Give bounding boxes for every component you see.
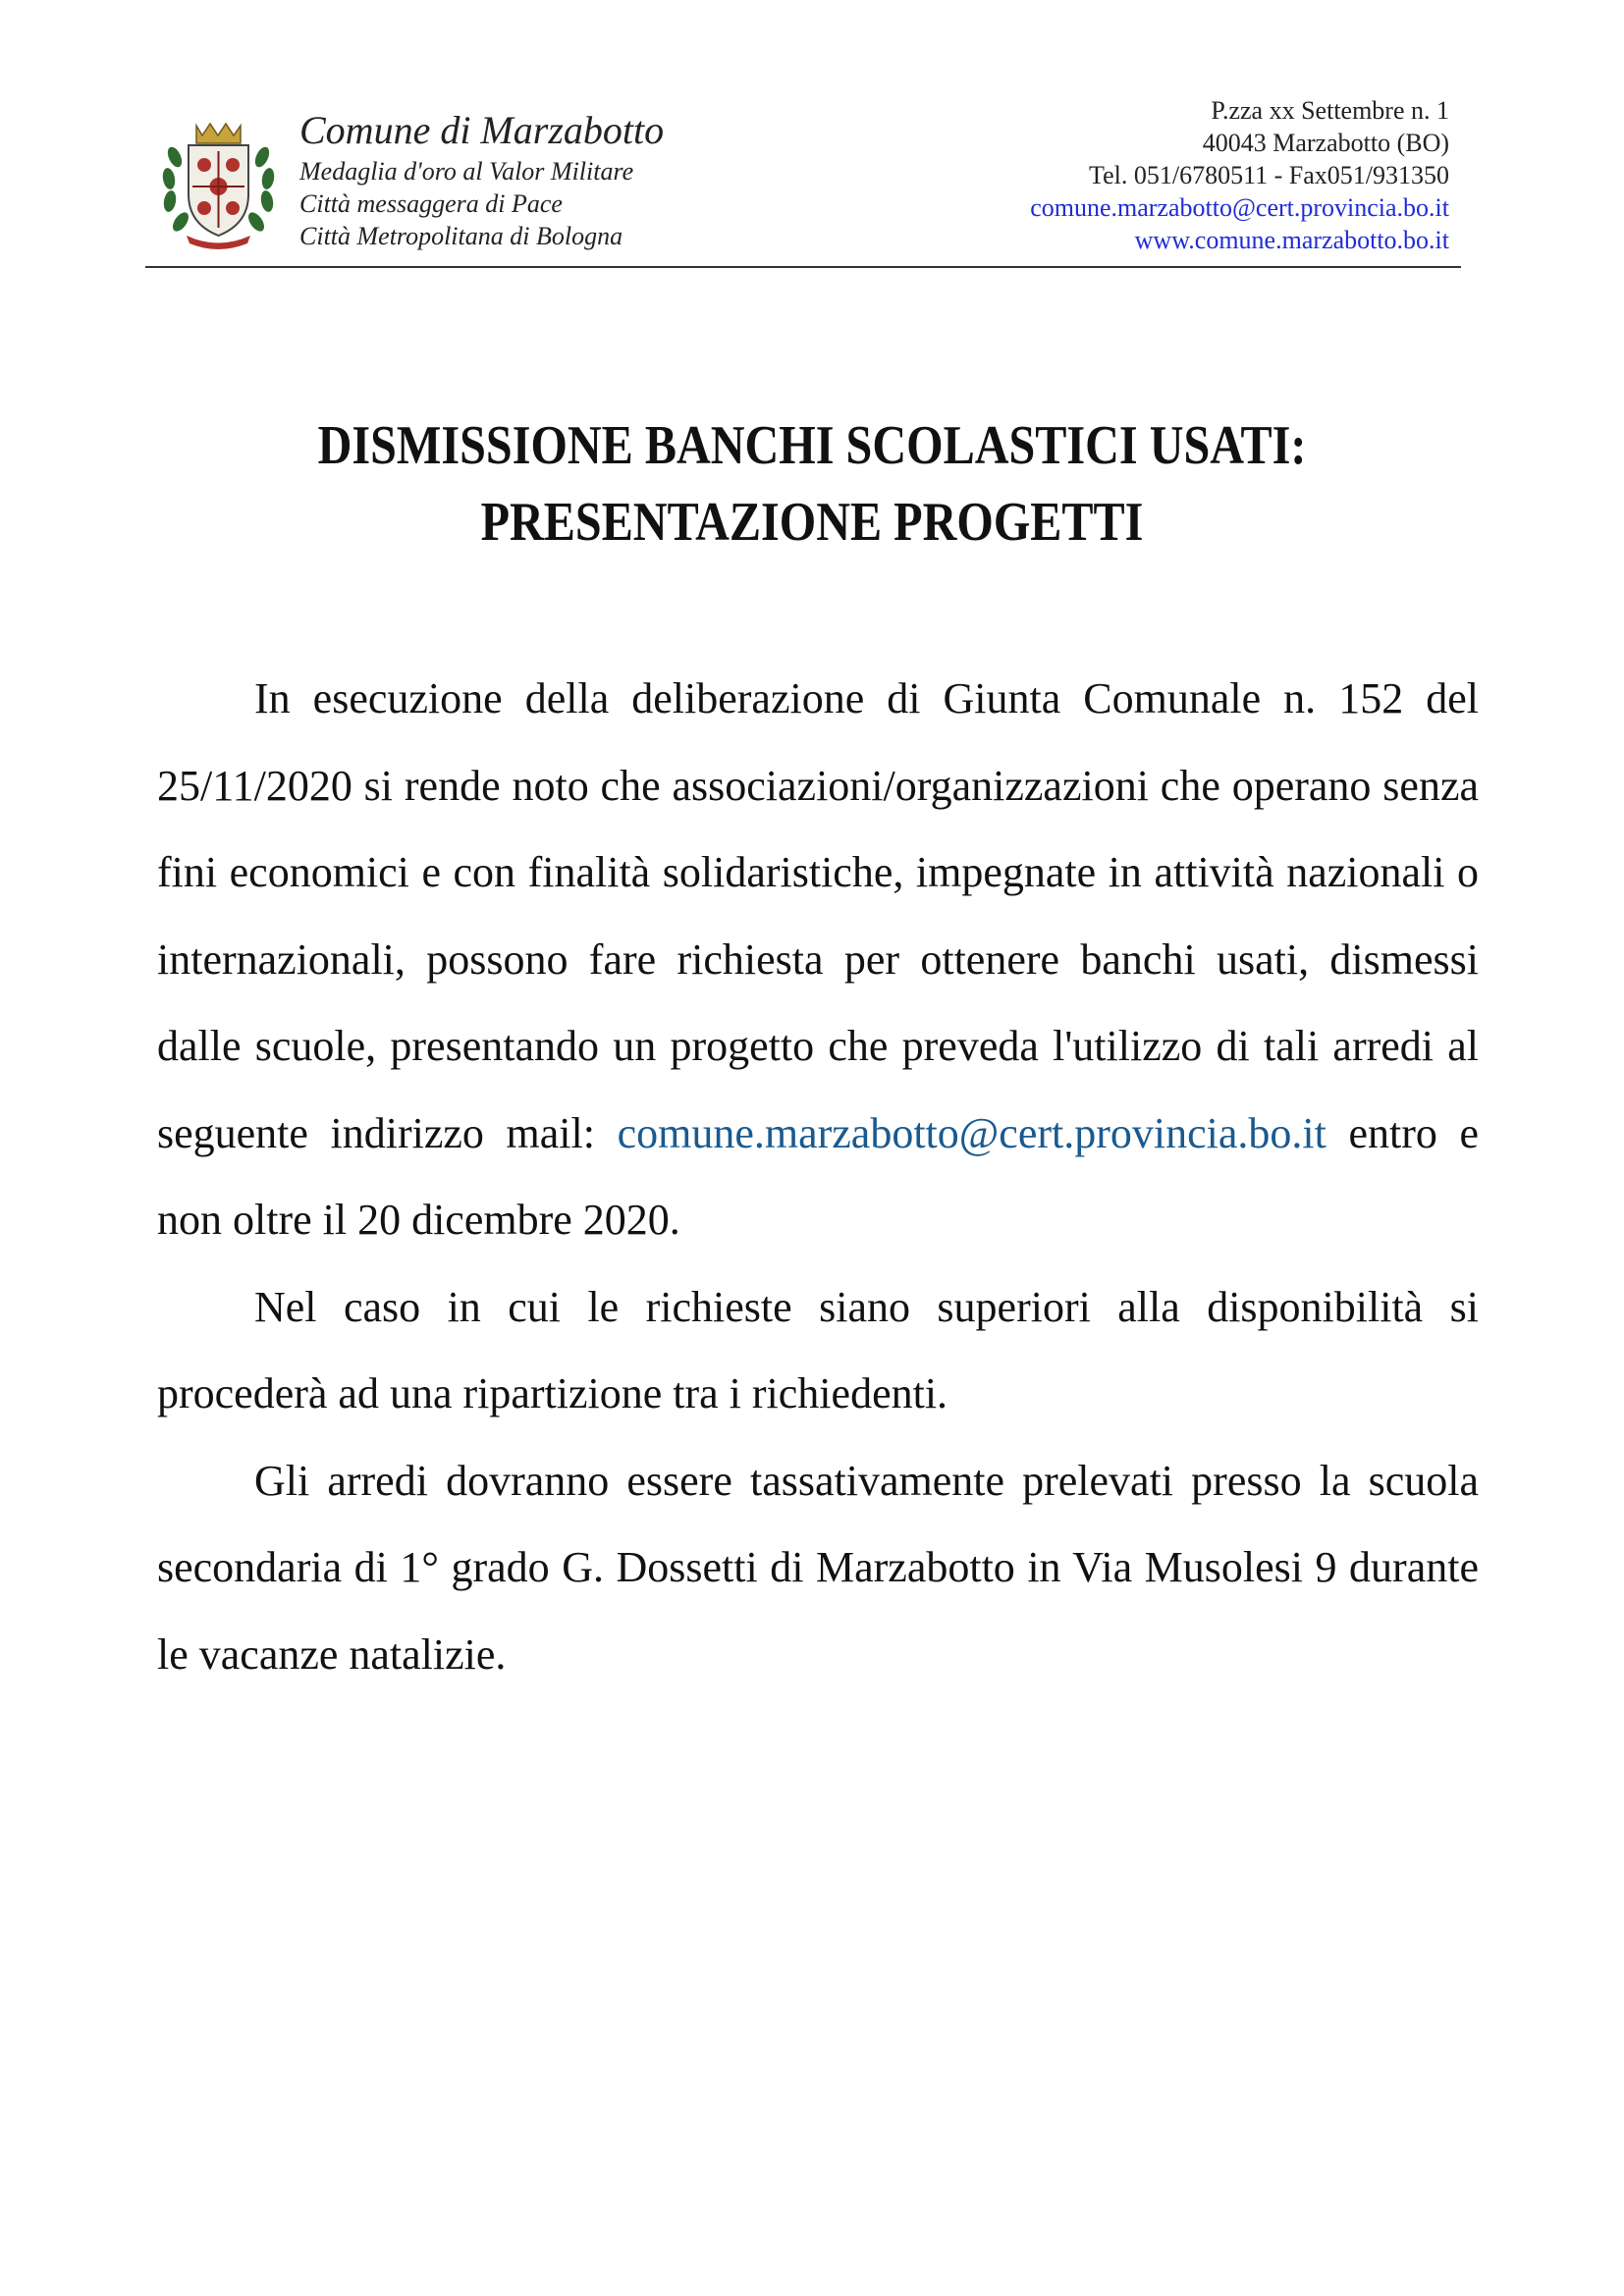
paragraph-pickup: Gli arredi dovranno essere tassativamente prelevati presso la scuola secondaria di 1° grado G. Dossetti di Marzabotto in Via Musolesi 9 durante le vacanze natalizie. xyxy=(157,1456,1479,1679)
municipal-crest-icon xyxy=(157,118,280,255)
paragraph-allocation: Nel caso in cui le richieste siano superiori alla disponibilità si procederà ad una ripartizione tra i richiedenti. xyxy=(157,1282,1479,1417)
contact-block xyxy=(860,94,1449,256)
address-line: P.zza xx Settembre n. 1 xyxy=(1211,96,1449,125)
organization-name: Comune di Marzabotto xyxy=(299,108,665,152)
organization-subtitle: Città messaggera di Pace xyxy=(299,189,563,218)
address-line: 40043 Marzabotto (BO) xyxy=(1202,129,1449,157)
phone-fax-line: Tel. 051/6780511 - Fax051/931350 xyxy=(1089,161,1449,189)
announcement-text: In esecuzione della deliberazione di Giunta Comunale n. 152 del 25/11/2020 si rende noto che associazioni/organizzazioni che operano senza fini economici e con finalità solidaristiche, impegnate in attività nazionali o internazionali, possono fare richiesta per ottenere banchi usati, dismessi dalle scuole, presentando un progetto che preveda l'utilizzo di tali arredi al seguente indirizzo mail: xyxy=(157,674,1479,1157)
body-email-link[interactable]: comune.marzabotto@cert.provincia.bo.it xyxy=(617,1108,1326,1157)
document-body xyxy=(157,656,1479,1698)
organization-subtitle: Città Metropolitana di Bologna xyxy=(299,222,623,250)
title-line-1: DISMISSIONE BANCHI SCOLASTICI USATI: xyxy=(317,415,1307,476)
organization-subtitle: Medaglia d'oro al Valor Militare xyxy=(299,157,634,186)
organization-block xyxy=(299,106,849,252)
website-link[interactable]: www.comune.marzabotto.bo.it xyxy=(1134,226,1449,254)
deadline-text: entro e non oltre il 20 dicembre 2020. xyxy=(157,1108,1479,1244)
paragraph-announcement xyxy=(157,656,1479,1264)
document-title xyxy=(215,407,1409,561)
header-email-link[interactable]: comune.marzabotto@cert.provincia.bo.it xyxy=(1030,193,1449,222)
header-divider xyxy=(145,266,1461,268)
title-line-2: PRESENTAZIONE PROGETTI xyxy=(480,492,1144,553)
